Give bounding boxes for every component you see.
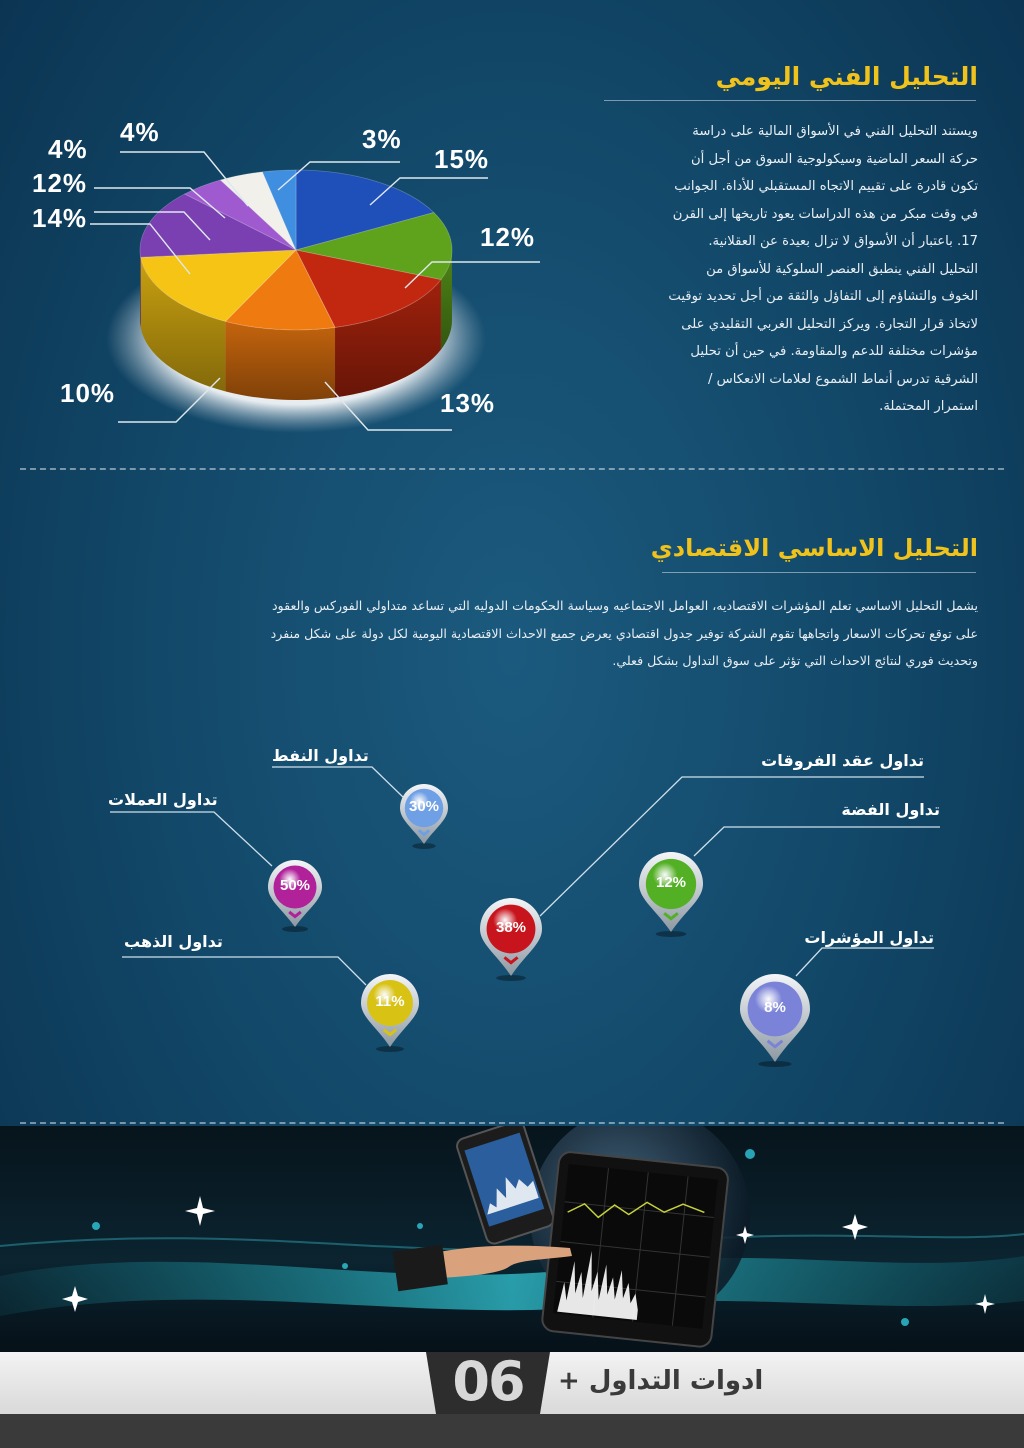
pin-value: 38% xyxy=(495,919,527,936)
paragraph-line: تكون قادرة على تقييم الاتجاه المستقبلي للأداة. الجوانب xyxy=(674,179,978,194)
banner-divider xyxy=(20,1122,1004,1124)
paragraph-line: الخوف والتشاؤم إلى التفاؤل والثقة من أجل تحديد توقيت xyxy=(668,289,978,304)
footer-strip xyxy=(0,1414,1024,1448)
section2-title-rule xyxy=(662,572,976,573)
pie-label: 4% xyxy=(48,134,88,164)
pin-label-silver: تداول الفضة xyxy=(841,800,940,819)
pin-value: 8% xyxy=(764,999,786,1016)
pie-slice-side-shade xyxy=(225,321,335,400)
pie-label: 10% xyxy=(60,378,116,408)
paragraph-line: الشرقية تدرس أنماط الشموع لعلامات الانعكاس / xyxy=(707,371,978,387)
map-pin xyxy=(637,850,705,938)
paragraph-line: استمرار المحتملة. xyxy=(879,399,978,414)
pie-label: 13% xyxy=(440,388,496,418)
paragraph-line: وتحديث فوري لنتائج الاحداث التي تؤثر على سوق التداول بشكل فعلي. xyxy=(612,653,978,668)
section1-paragraph xyxy=(598,118,978,421)
paragraph-line: على توقع تحركات الاسعار واتجاهها تقوم الشركة توفير جدول اقتصادي يعرض جميع الاحداث الاقتصادية اليومية لكل دولة على شكل منفرد xyxy=(270,625,978,641)
pin-label-oil: تداول النفط xyxy=(272,746,369,765)
paragraph-line: ويستند التحليل الفني في الأسواق المالية على دراسة xyxy=(692,124,978,139)
paragraph-line: يشمل التحليل الاساسي تعلم المؤشرات الاقتصاديه، العوامل الاجتماعيه وسياسة الحكومات الدوليه التي تساعد متداولي الفوركس والعقود xyxy=(271,598,978,613)
section1-title-rule xyxy=(604,100,976,101)
section-divider xyxy=(20,468,1004,470)
pie-label: 3% xyxy=(362,124,402,154)
connector-currencies xyxy=(110,812,272,866)
paragraph-line: 17. باعتبار أن الأسواق لا تزال بعيدة عن العقلانية. xyxy=(708,234,978,249)
paragraph-line: حركة السعر الماضية وسيكولوجية السوق من أجل أن xyxy=(690,151,978,167)
pin-label-indices: تداول المؤشرات xyxy=(804,928,934,947)
pie-slice-side-shade xyxy=(140,250,141,327)
map-pin xyxy=(359,972,421,1053)
connector-silver xyxy=(694,827,940,856)
pin-marker-icon xyxy=(266,858,324,933)
paragraph-line: مؤشرات مختلفة للدعم والمقاومة. في حين أن تحليل xyxy=(690,344,978,359)
footer-title: ادوات التداول + xyxy=(558,1366,764,1396)
pie-label: 12% xyxy=(32,168,88,198)
map-pin xyxy=(266,858,324,933)
pin-value: 30% xyxy=(408,798,440,815)
pin-label-gold: تداول الذهب xyxy=(124,932,223,951)
page-number: 06 xyxy=(452,1350,524,1413)
pie-label: 14% xyxy=(32,203,88,233)
pin-value: 11% xyxy=(375,993,405,1010)
map-pin xyxy=(738,972,812,1068)
pie-label: 15% xyxy=(434,144,490,174)
section2-title: التحليل الاساسي الاقتصادي xyxy=(650,534,978,562)
pie-label: 4% xyxy=(120,117,160,147)
connector-indices xyxy=(796,948,934,976)
pin-marker-icon xyxy=(359,972,421,1053)
section1-title: التحليل الفني اليومي xyxy=(715,62,978,91)
map-pin xyxy=(478,896,544,982)
pin-value: 12% xyxy=(655,874,687,891)
pin-marker-icon xyxy=(738,972,812,1068)
pin-marker-icon xyxy=(637,850,705,938)
pin-label-currencies: تداول العملات xyxy=(108,790,218,809)
pin-marker-icon xyxy=(478,896,544,982)
paragraph-line: في وقت مبكر من هذه الدراسات يعود تاريخها إلى القرن xyxy=(672,206,978,222)
trading-banner-image xyxy=(0,1126,1024,1352)
section2-paragraph xyxy=(38,592,978,675)
pie-label: 12% xyxy=(480,222,536,252)
connector-cfd xyxy=(540,777,924,916)
paragraph-line: لاتخاذ قرار التجارة. ويركز التحليل الغربي التقليدي على xyxy=(681,316,978,332)
paragraph-line: التحليل الفني ينطبق العنصر السلوكية للأسواق من xyxy=(706,261,978,277)
connector-oil xyxy=(272,767,404,798)
pin-marker-icon xyxy=(398,782,450,850)
map-pin xyxy=(398,782,450,850)
connector-gold xyxy=(122,957,366,985)
pin-label-cfd: تداول عقد الفروقات xyxy=(761,751,924,770)
pin-value: 50% xyxy=(279,877,311,894)
